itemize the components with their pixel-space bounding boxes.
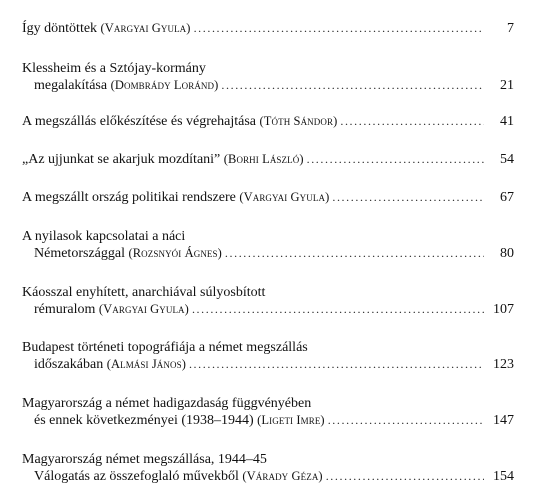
toc-entry-author: (Várady Géza) — [242, 469, 323, 483]
toc-entry-author: (Borhi László) — [223, 152, 304, 166]
dot-leader — [189, 356, 484, 373]
toc-entry-line — [22, 113, 514, 130]
toc-entry — [22, 284, 514, 318]
dot-leader — [225, 245, 484, 262]
toc-entry — [22, 60, 514, 94]
toc-entry-line — [22, 284, 514, 301]
dot-leader — [340, 113, 484, 130]
toc-entry-line — [22, 451, 514, 468]
toc-entry-page: 80 — [500, 246, 514, 261]
toc-entry-title: A nyilasok kapcsolatai a náci — [22, 229, 186, 244]
toc-entry — [22, 189, 514, 206]
toc-entry — [22, 113, 514, 130]
toc-entry-author: (Rozsnyói Ágnes) — [128, 246, 222, 260]
toc-entry-title: Klessheim és a Sztójay-kormány — [22, 61, 206, 76]
toc-entry-line — [22, 468, 514, 485]
toc-entry-line — [22, 20, 514, 37]
toc-entry-title: időszakában (Almási János) — [34, 357, 186, 372]
toc-entry-page: 123 — [493, 357, 514, 372]
toc-entry-line — [22, 60, 514, 77]
toc-entry-line — [22, 356, 514, 373]
toc-entry-author: (Almási János) — [106, 357, 186, 371]
toc-entry — [22, 395, 514, 429]
toc-entry-page: 41 — [500, 114, 514, 129]
toc-entry-title: megalakítása (Dombrády Loránd) — [34, 78, 219, 93]
toc-entry-title: A megszállás előkészítése és végrehajtása (Tóth Sándor) — [22, 114, 338, 129]
toc-entry-line — [22, 228, 514, 245]
toc-entry-line — [22, 77, 514, 94]
dot-leader — [328, 412, 484, 429]
dot-leader — [221, 77, 484, 94]
toc-entry-author: (Vargyai Gyula) — [239, 190, 330, 204]
toc-entry-author: (Vargyai Gyula) — [98, 302, 189, 316]
toc-entry — [22, 151, 514, 168]
dot-leader — [192, 301, 484, 318]
toc-entry-page: 7 — [507, 21, 514, 36]
toc-entry-page: 54 — [500, 152, 514, 167]
toc-entry-page: 147 — [493, 413, 514, 428]
toc-entry-title: Válogatás az összefoglaló művekből (Várady Géza) — [34, 469, 323, 484]
dot-leader — [332, 189, 484, 206]
toc-entry-author: (Dombrády Loránd) — [110, 78, 219, 92]
toc-entry-title: Magyarország német megszállása, 1944–45 — [22, 452, 267, 467]
toc-entry-line — [22, 151, 514, 168]
toc-entry-author: (Ligeti Imre) — [257, 413, 325, 427]
toc-entry-page: 107 — [493, 302, 514, 317]
dot-leader — [326, 468, 484, 485]
toc-entry-line — [22, 301, 514, 318]
toc-entry — [22, 20, 514, 37]
toc-entry-title: Káosszal enyhített, anarchiával súlyosbított — [22, 285, 266, 300]
toc-entry-page: 21 — [500, 78, 514, 93]
toc-entry-line — [22, 189, 514, 206]
toc-entry-line — [22, 412, 514, 429]
toc-entry — [22, 451, 514, 485]
toc-entry-title: Budapest történeti topográfiája a német megszállás — [22, 340, 308, 355]
toc-entry-author: (Vargyai Gyula) — [100, 21, 191, 35]
toc-entry-title: és ennek következményei (1938–1944) (Ligeti Imre) — [34, 413, 325, 428]
toc-entry-title: rémuralom (Vargyai Gyula) — [34, 302, 189, 317]
toc-entry-title: Németországgal (Rozsnyói Ágnes) — [34, 246, 222, 261]
toc-entry-line — [22, 395, 514, 412]
toc-entry-line — [22, 245, 514, 262]
toc-entry-title: Magyarország a német hadigazdaság függvényében — [22, 396, 312, 411]
toc-entry-title: Így döntöttek (Vargyai Gyula) — [22, 21, 191, 36]
toc-entry-line — [22, 339, 514, 356]
toc-entry-title: A megszállt ország politikai rendszere (Vargyai Gyula) — [22, 190, 330, 205]
toc-entry-page: 154 — [493, 469, 514, 484]
toc-entry — [22, 339, 514, 373]
dot-leader — [194, 20, 484, 37]
toc-entry-title: „Az ujjunkat se akarjuk mozdítani” (Borhi László) — [22, 152, 304, 167]
dot-leader — [307, 151, 484, 168]
toc-entry-page: 67 — [500, 190, 514, 205]
toc-entry — [22, 228, 514, 262]
toc-entry-author: (Tóth Sándor) — [259, 114, 338, 128]
